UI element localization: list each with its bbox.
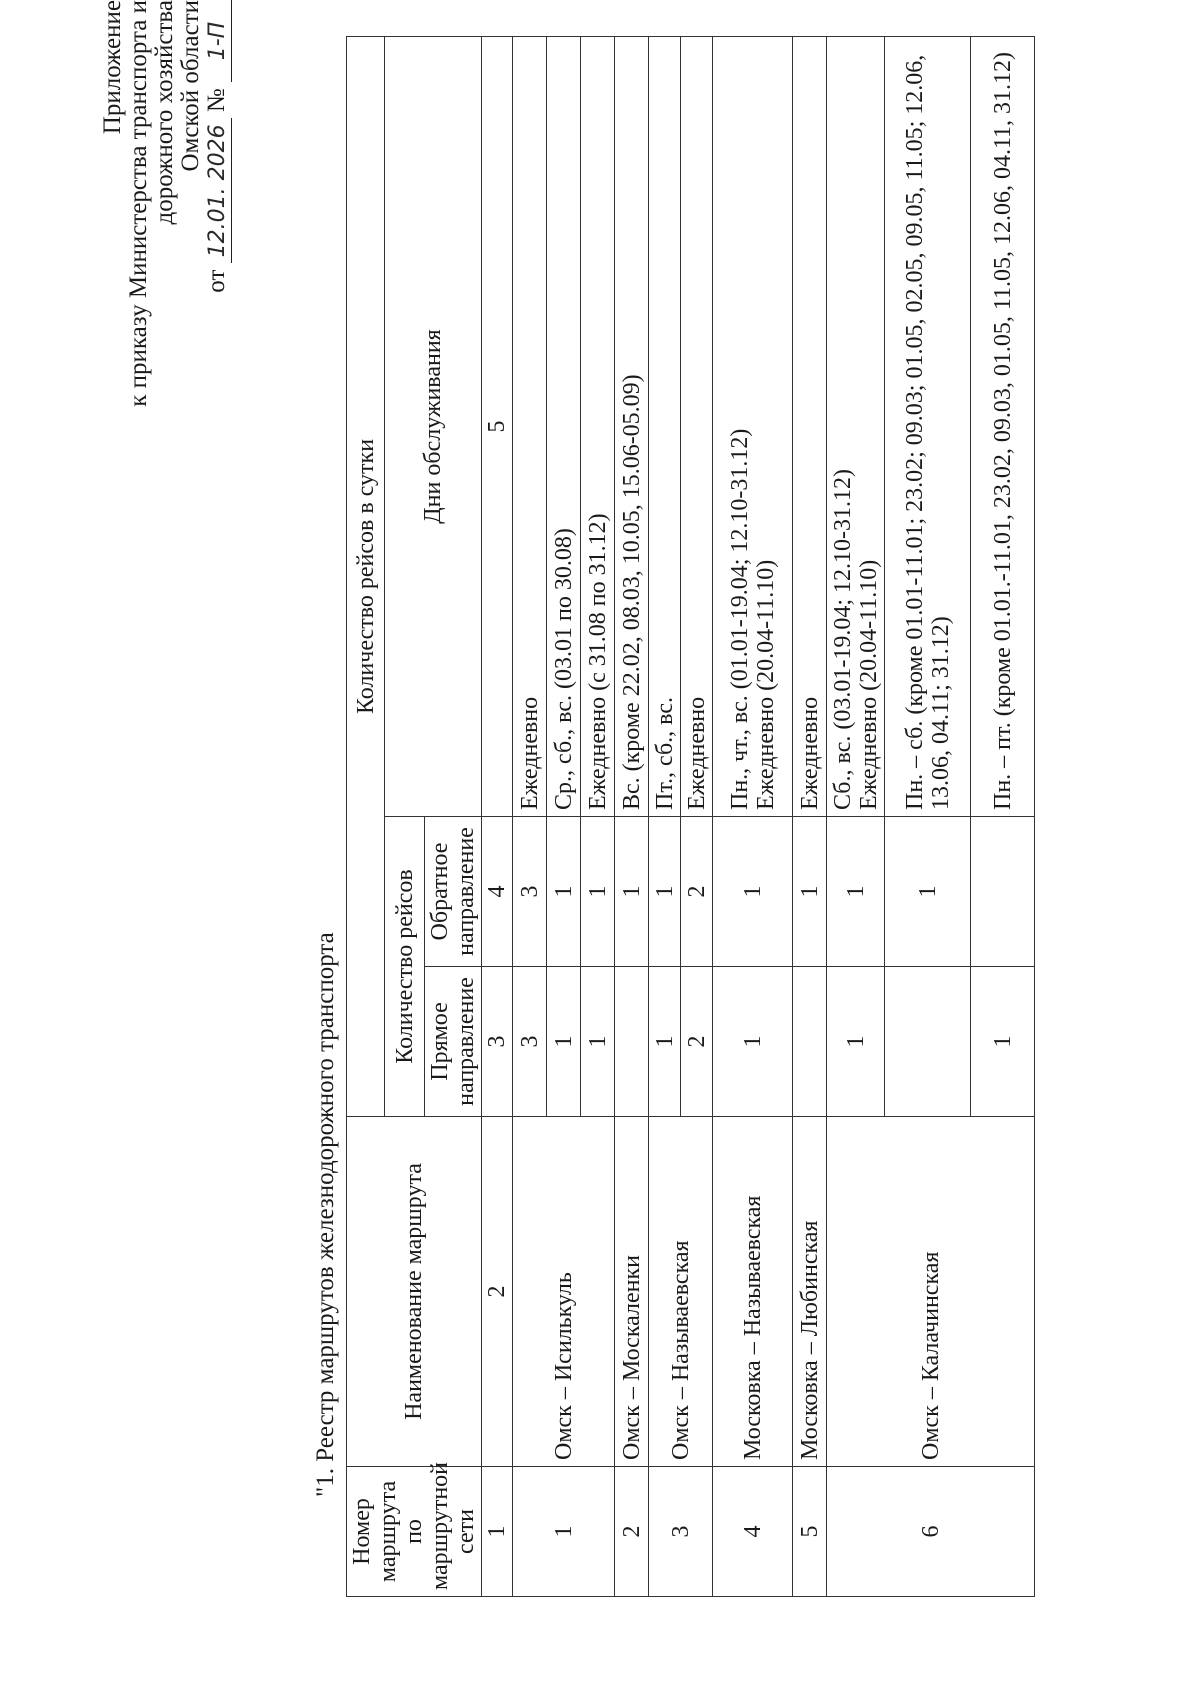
handwritten-number: 1-П <box>205 0 232 82</box>
forward-count: 1 <box>827 967 885 1117</box>
service-days-line-2: Ежедневно (20.04-11.10) <box>752 559 779 810</box>
service-days: Пн. – пт. (кроме 01.01.-11.01, 23.02, 09.03, 01.05, 11.05, 12.06, 04.11, 31.12) <box>971 37 1035 817</box>
forward-count: 1 <box>581 967 615 1117</box>
backward-count: 1 <box>615 817 649 967</box>
column-number-4: 4 <box>482 817 513 967</box>
service-days-line-1: Сб., вс. (03.01-19.04; 12.10-31.12) <box>829 469 856 810</box>
route-name: Омск – Москаленки <box>615 1117 649 1467</box>
date-prefix: от <box>203 269 230 293</box>
document-title: "1. Реестр маршрутов железнодорожного транспорта <box>312 932 339 1497</box>
forward-count: 1 <box>971 967 1035 1117</box>
handwritten-date: 12.01. 2026 <box>205 118 232 263</box>
service-days: Ежедневно <box>793 37 827 817</box>
route-name: Омск – Калачинская <box>827 1117 1035 1467</box>
route-name: Омск – Исилькуль <box>513 1117 615 1467</box>
table-row <box>649 37 681 1597</box>
service-days-line-2: Ежедневно (20.04-11.10) <box>855 559 882 810</box>
backward-count: 1 <box>547 817 581 967</box>
column-number-3: 3 <box>482 967 513 1117</box>
service-days: Вс. (кроме 22.02, 08.03, 10.05, 15.06-05.09) <box>615 37 649 817</box>
forward-count <box>615 967 649 1117</box>
table-row <box>827 37 885 1597</box>
backward-count: 1 <box>793 817 827 967</box>
route-name: Московка – Называевская <box>713 1117 793 1467</box>
number-prefix: № <box>203 88 230 113</box>
backward-count <box>971 817 1035 967</box>
forward-count: 3 <box>513 967 547 1117</box>
backward-count: 3 <box>513 817 547 967</box>
backward-count: 2 <box>681 817 713 967</box>
forward-count: 1 <box>547 967 581 1117</box>
forward-count: 2 <box>681 967 713 1117</box>
service-days: Пт., сб., вс. <box>649 37 681 817</box>
route-number: 2 <box>615 1467 649 1597</box>
service-days: Ср., сб., вс. (03.01 по 30.08) <box>547 37 581 817</box>
route-number: 3 <box>649 1467 713 1597</box>
backward-count: 1 <box>827 817 885 967</box>
header-service-days: Дни обслуживания <box>385 37 482 817</box>
service-days <box>713 37 793 817</box>
header-trip-count: Количество рейсов <box>385 817 425 1117</box>
forward-count: 1 <box>649 967 681 1117</box>
approval-line-3: дорожного хозяйства <box>151 0 178 225</box>
backward-count: 1 <box>581 817 615 967</box>
service-days <box>827 37 885 817</box>
service-days: Пн. – сб. (кроме 01.01-11.01; 23.02; 09.03; 01.05, 02.05, 09.05, 11.05; 12.06, 13.06, 04.11; 31.12) <box>885 37 971 817</box>
approval-date-line <box>204 0 232 600</box>
routes-table <box>346 36 1035 1597</box>
backward-count: 1 <box>649 817 681 967</box>
service-days: Ежедневно <box>513 37 547 817</box>
route-number: 4 <box>713 1467 793 1597</box>
approval-line-1: Приложение <box>99 0 126 135</box>
route-name: Московка – Любинская <box>793 1117 827 1467</box>
table-row <box>615 37 649 1597</box>
column-number-1: 1 <box>482 1467 513 1597</box>
header-route-name: Наименование маршрута <box>347 1117 482 1467</box>
service-days: Ежедневно (с 31.08 по 31.12) <box>581 37 615 817</box>
backward-count: 1 <box>885 817 971 967</box>
table-row <box>513 37 547 1597</box>
backward-count: 1 <box>713 817 793 967</box>
column-number-5: 5 <box>482 37 513 817</box>
table-row <box>713 37 793 1597</box>
service-days-line-1: Пн., чт., вс. (01.01-19.04; 12.10-31.12) <box>726 428 753 810</box>
approval-block <box>100 0 232 600</box>
forward-count: 1 <box>713 967 793 1117</box>
table-row <box>793 37 827 1597</box>
route-number: 1 <box>513 1467 615 1597</box>
header-route-number: Номер маршрута по маршрутной сети <box>347 1467 482 1597</box>
forward-count <box>885 967 971 1117</box>
header-backward: Обратное направление <box>425 817 482 967</box>
route-number: 5 <box>793 1467 827 1597</box>
header-trips-per-day: Количество рейсов в сутки <box>347 37 385 1117</box>
route-name: Омск – Называевская <box>649 1117 713 1467</box>
column-number-2: 2 <box>482 1117 513 1467</box>
approval-line-2: к приказу Министерства транспорта и <box>125 0 152 407</box>
header-forward: Прямое направление <box>425 967 482 1117</box>
forward-count <box>793 967 827 1117</box>
service-days: Ежедневно <box>681 37 713 817</box>
route-number: 6 <box>827 1467 1035 1597</box>
approval-line-4: Омской области <box>177 0 204 172</box>
